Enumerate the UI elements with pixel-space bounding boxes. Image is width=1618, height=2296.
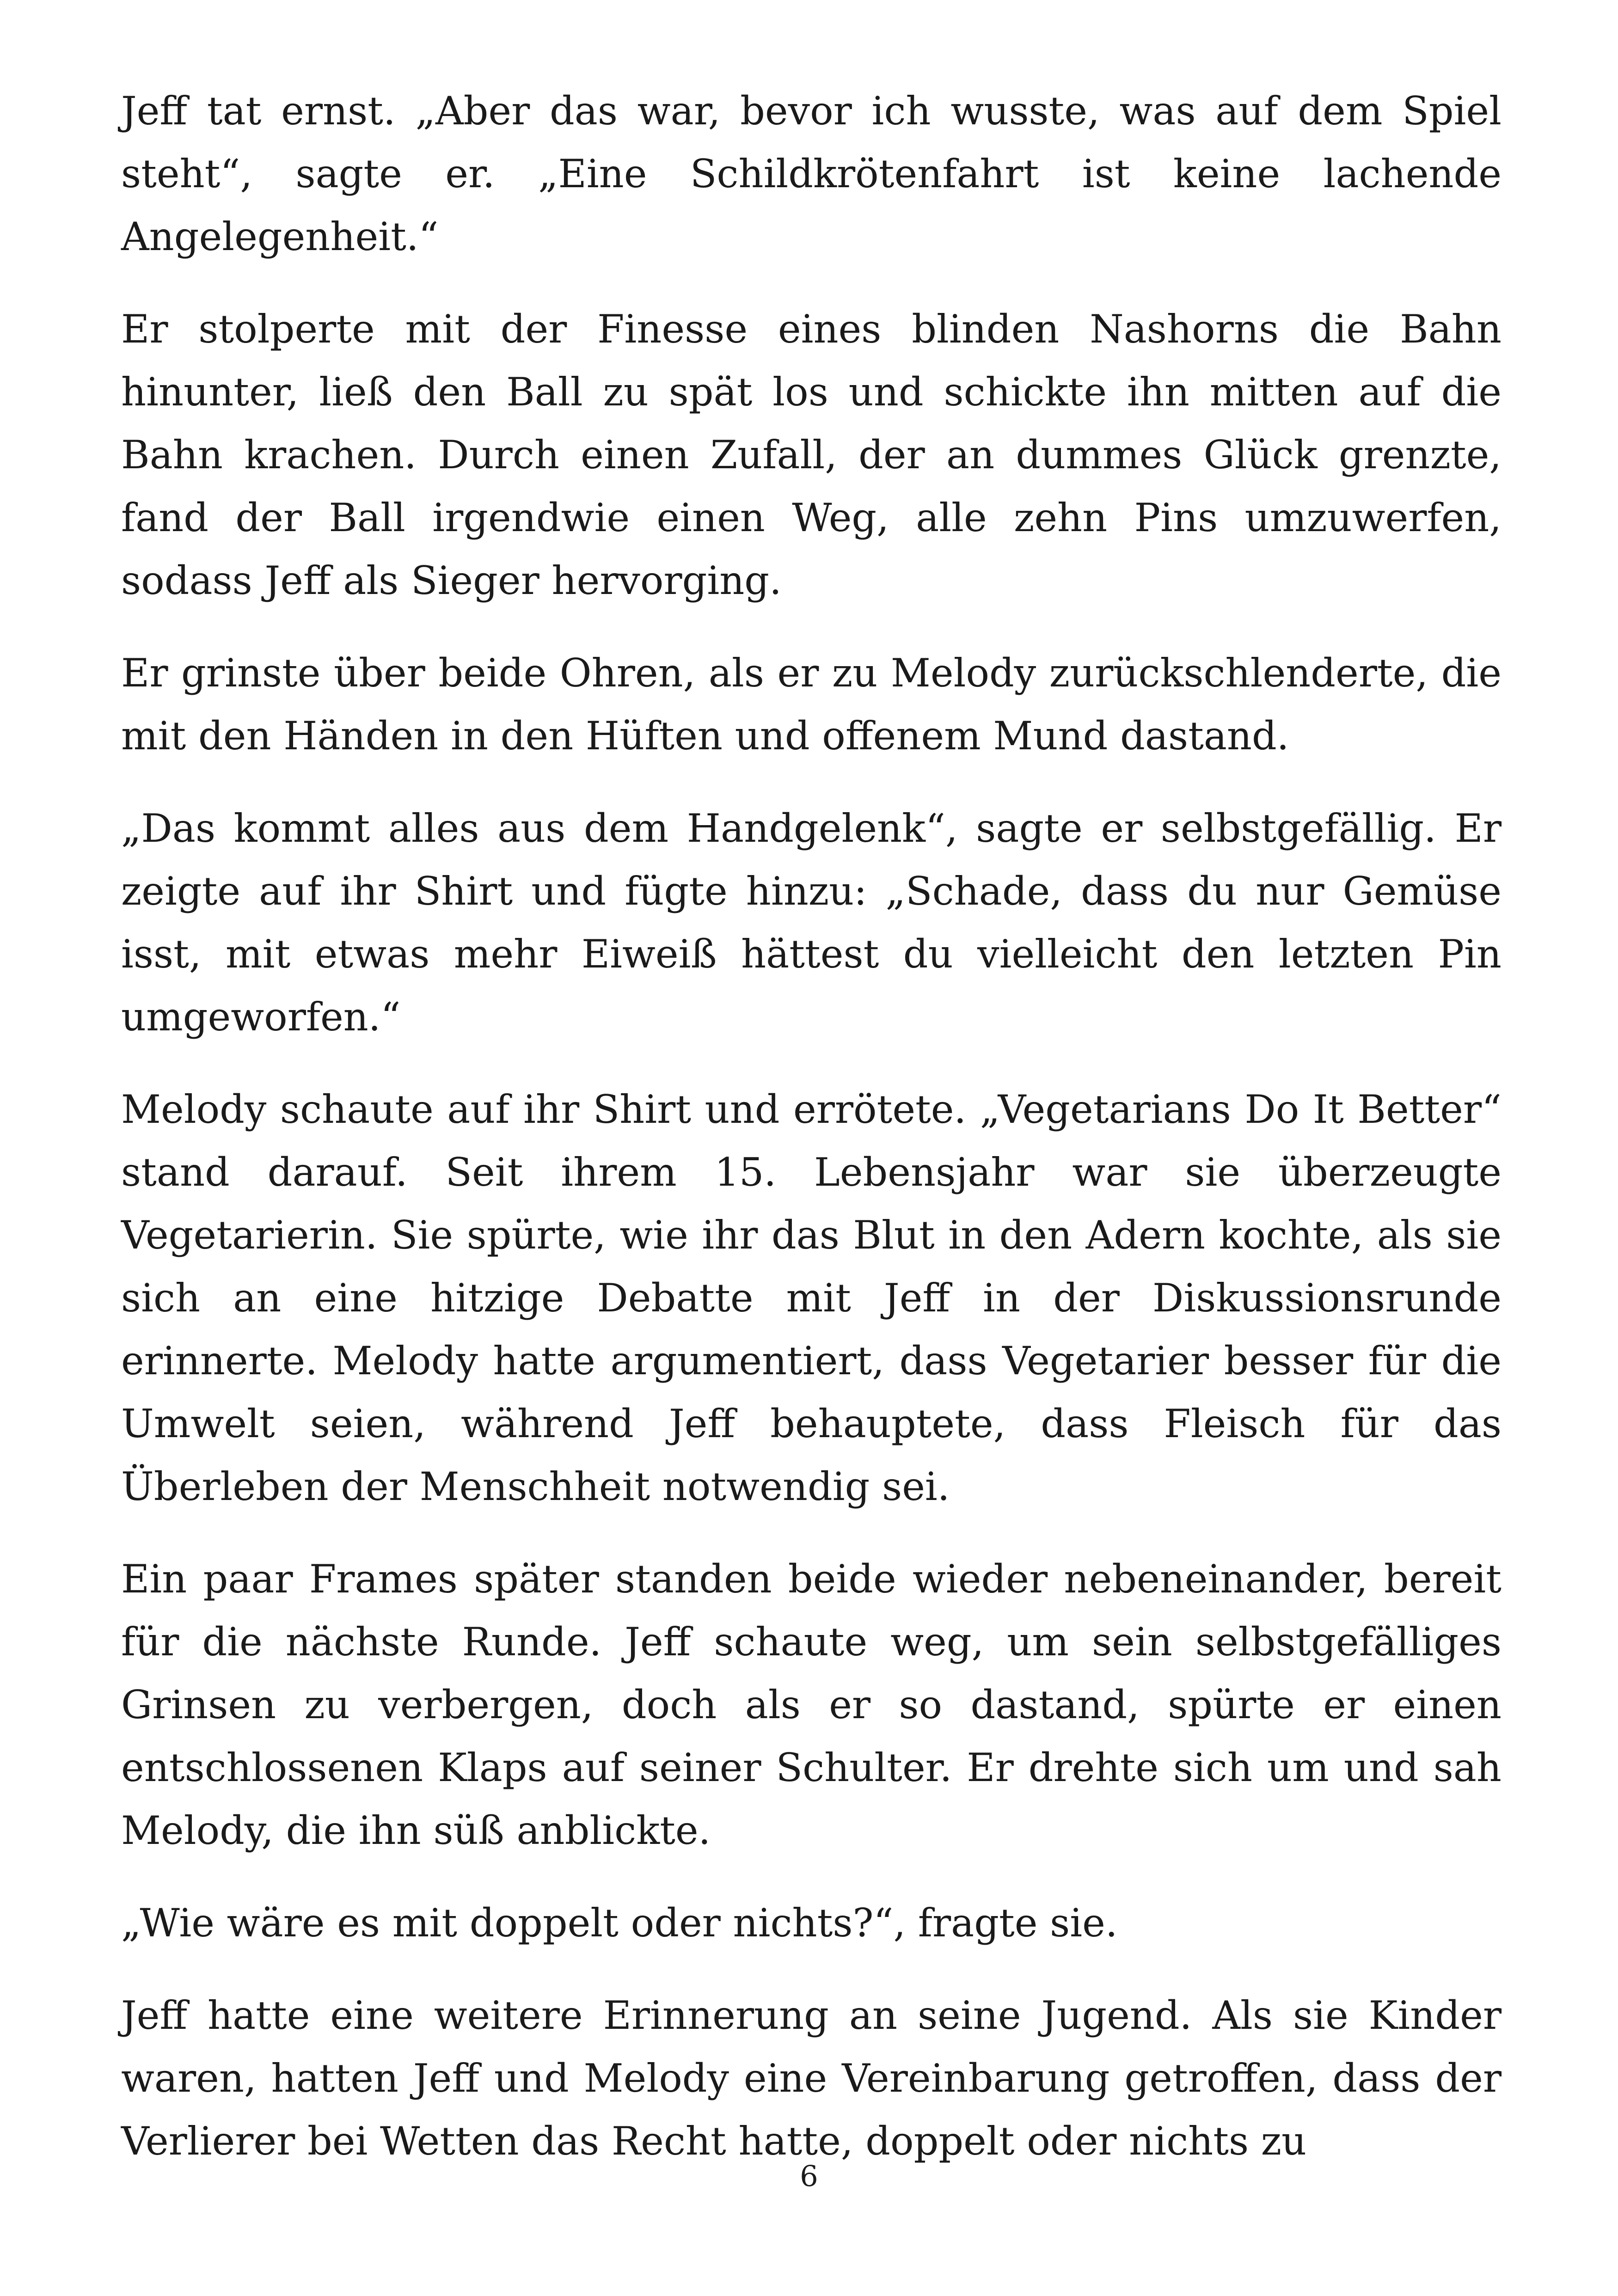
paragraph: Jeff hatte eine weitere Erinnerung an seine Jugend. Als sie Kinder waren, hatten Jeff und Melody eine Vereinbarung getroffen, dass der Verlierer bei Wetten das Recht hatte, doppelt oder nichts zu [121,1993,1502,2164]
page-number: 6 [800,2159,818,2193]
paragraph: „Wie wäre es mit doppelt oder nichts?“, fragte sie. [121,1900,1118,1946]
paragraph: Er grinste über beide Ohren, als er zu Melody zurückschlenderte, die mit den Händen in den Hüften und offenem Mund dastand. [121,650,1502,759]
paragraph: Melody schaute auf ihr Shirt und errötete. „Vegetarians Do It Better“ stand darauf. Seit ihrem 15. Lebensjahr war sie überzeugte Vegetarierin. Sie spürte, wie ihr das Blut in den Adern kochte, als sie sich an eine hitzige Debatte mit Jeff in der Diskussionsrunde erinnerte. Melody hatte argumentiert, dass Vegetarier besser für die Umwelt seien, während Jeff behauptete, dass Fleisch für das Überleben der Menschheit notwendig sei. [121,1087,1502,1509]
paragraph: „Das kommt alles aus dem Handgelenk“, sagte er selbstgefällig. Er zeigte auf ihr Shirt und fügte hinzu: „Schade, dass du nur Gemüse isst, mit etwas mehr Eiweiß hättest du vielleicht den letzten Pin umgeworfen.“ [121,806,1502,1040]
body-text [121,80,1502,2202]
paragraph: Er stolperte mit der Finesse eines blinden Nashorns die Bahn hinunter, ließ den Ball zu spät los und schickte ihn mitten auf die Bahn krachen. Durch einen Zufall, der an dummes Glück grenzte, fand der Ball irgendwie einen Weg, alle zehn Pins umzuwerfen, sodass Jeff als Sieger hervorging. [121,306,1502,603]
paragraph: Ein paar Frames später standen beide wieder nebeneinander, bereit für die nächste Runde. Jeff schaute weg, um sein selbstgefälliges Grinsen zu verbergen, doch als er so dastand, spürte er einen entschlossenen Klaps auf seiner Schulter. Er drehte sich um und sah Melody, die ihn süß anblickte. [121,1556,1502,1853]
paragraph: Jeff tat ernst. „Aber das war, bevor ich wusste, was auf dem Spiel steht“, sagte er. „Eine Schildkrötenfahrt ist keine lachende Angelegenheit.“ [121,88,1502,259]
